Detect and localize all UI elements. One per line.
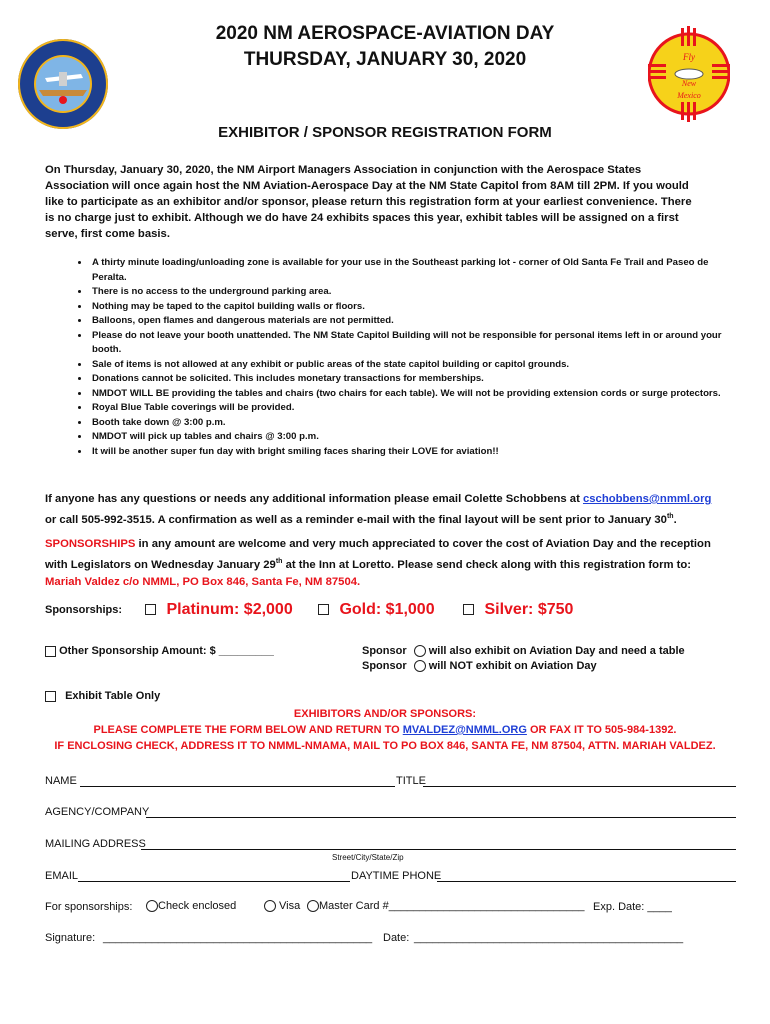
sponsorship-text1: in any amount are welcome and very much appreciated to cover the cost of Aviation Day and the reception with Legislators on Wednesday January 29 <box>45 538 711 571</box>
event-date: THURSDAY, JANUARY 30, 2020 <box>243 49 527 70</box>
mailing-field[interactable] <box>141 849 736 850</box>
contact-paragraph <box>45 491 715 529</box>
agency-field[interactable] <box>146 817 736 818</box>
name-field[interactable] <box>80 786 395 787</box>
form-title: EXHIBITOR / SPONSOR REGISTRATION FORM <box>218 124 552 141</box>
check-label: Check enclosed <box>158 900 237 912</box>
contact-text: If anyone has any questions or needs any additional information please email Colette Schobbens at <box>45 493 583 505</box>
instructions-fax: OR FAX IT TO 505-984-1392. <box>526 724 677 736</box>
check-radio[interactable] <box>146 900 158 912</box>
instructions-return <box>0 724 770 736</box>
title-field[interactable] <box>423 786 736 787</box>
sponsor-word: Sponsor <box>362 645 407 657</box>
intro-paragraph: On Thursday, January 30, 2020, the NM Airport Managers Association in conjunction with the Aerospace States Association will once again host the NM Aviation-Aerospace Day at the NM State Capitol from 8AM till 2PM. If you would like to participate as an exhibitor and/or sponsor, please return this registration form at your earliest convenience. There is no charge just to exhibit. Although we do have 24 exhibits spaces this year, exhibit tables will be assigned on a first serve, first come basis. <box>45 164 692 240</box>
exhibit-no-radio[interactable] <box>414 660 426 672</box>
rule-item: • Nothing may be taped to the capitol building walls or floors. <box>90 300 740 315</box>
name-label: NAME <box>45 775 77 787</box>
event-title: 2020 NM AEROSPACE-AVIATION DAY <box>215 23 555 44</box>
phone-label: DAYTIME PHONE <box>351 870 442 882</box>
nmama-logo <box>17 38 109 130</box>
agency-label: AGENCY/COMPANY <box>45 806 150 818</box>
check-option[interactable] <box>146 900 236 912</box>
sponsorships-label: Sponsorships: <box>45 604 123 616</box>
exp-date-field[interactable]: Exp. Date: ____ <box>593 901 672 913</box>
mailing-label: MAILING ADDRESS <box>45 838 146 850</box>
sponsor-word: Sponsor <box>362 660 407 672</box>
email-label: EMAIL <box>45 870 79 882</box>
rule-item: • There is no access to the underground parking area. <box>90 285 740 300</box>
instructions-check: IF ENCLOSING CHECK, ADDRESS IT TO NMML-NMAMA, MAIL TO PO BOX 846, SANTA FE, NM 87504, ATTN. MARIAH VALDEZ. <box>54 740 716 752</box>
other-amount-checkbox[interactable] <box>45 646 56 657</box>
mailing-hint: Street/City/State/Zip <box>332 853 404 862</box>
mastercard-number-field[interactable]: ________________________________ <box>388 900 585 912</box>
email-field[interactable] <box>78 881 350 882</box>
platinum-option[interactable] <box>145 601 293 619</box>
rule-item: • Sale of items is not allowed at any exhibit or public areas of the state capitol building or capitol grounds. <box>90 358 740 373</box>
table-only-option[interactable] <box>45 690 160 702</box>
exhibit-yes-option[interactable] <box>362 645 685 657</box>
contact-email-link[interactable]: cschobbens@nmml.org <box>582 493 712 505</box>
instructions-heading: EXHIBITORS AND/OR SPONSORS: <box>293 708 477 720</box>
rule-item: • Please do not leave your booth unattended. The NM State Capitol Building will not be responsible for personal items left in or around your booth. <box>90 329 740 358</box>
gold-checkbox[interactable] <box>318 604 329 615</box>
return-email-link[interactable]: MVALDEZ@NMML.ORG <box>402 724 527 736</box>
rule-item: • Booth take down @ 3:00 p.m. <box>90 416 740 431</box>
mastercard-radio[interactable] <box>307 900 319 912</box>
exhibit-yes-label: will also exhibit on Aviation Day and need a table <box>428 645 685 657</box>
rule-item: • NMDOT will pick up tables and chairs @ 3:00 p.m. <box>90 430 740 445</box>
contact-sup: th <box>666 513 674 520</box>
visa-label: Visa <box>279 900 301 912</box>
rules-list <box>48 256 740 459</box>
contact-text-after: or call 505-992-3515. A confirmation as well as a reminder e-mail with the final layout will be sent prior to January 30 <box>45 513 667 526</box>
sponsorship-text2: at the Inn at Loretto. Please send check along with this registration form to: <box>282 558 692 571</box>
sponsorship-paragraph <box>45 536 715 591</box>
zia-mexico-text: Mexico <box>677 91 701 100</box>
mastercard-option[interactable] <box>307 900 584 912</box>
signature-field[interactable]: ____________________________________________ <box>103 932 373 944</box>
rule-item: • Donations cannot be solicited. This includes monetary transactions for memberships. <box>90 372 740 387</box>
table-only-label: Exhibit Table Only <box>65 690 161 702</box>
exhibit-no-option[interactable] <box>362 660 597 672</box>
visa-radio[interactable] <box>264 900 276 912</box>
table-only-checkbox[interactable] <box>45 691 56 702</box>
silver-checkbox[interactable] <box>463 604 474 615</box>
gold-option[interactable] <box>318 601 435 619</box>
rule-item: • NMDOT WILL BE providing the tables and chairs (two chairs for each table). We will not be providing extension cords or surge protectors. <box>90 387 740 402</box>
mailing-address: Mariah Valdez c/o NMML, PO Box 846, Santa Fe, NM 87504. <box>45 575 361 588</box>
mastercard-label: Master Card # <box>319 900 389 912</box>
exhibit-no-label: will NOT exhibit on Aviation Day <box>428 660 597 672</box>
platinum-checkbox[interactable] <box>145 604 156 615</box>
sponsorship-sup: th <box>275 558 283 565</box>
silver-label: Silver: $750 <box>484 601 574 618</box>
rule-item: • It will be another super fun day with bright smiling faces sharing their LOVE for aviation!! <box>90 445 740 460</box>
instructions-text: PLEASE COMPLETE THE FORM BELOW AND RETURN TO <box>93 724 403 736</box>
contact-end: . <box>673 513 677 526</box>
title-label: TITLE <box>396 775 426 787</box>
phone-field[interactable] <box>437 881 736 882</box>
other-amount-label: Other Sponsorship Amount: $ _________ <box>59 645 274 657</box>
rule-item: • Royal Blue Table coverings will be provided. <box>90 401 740 416</box>
platinum-label: Platinum: $2,000 <box>166 601 293 618</box>
zia-logo <box>648 22 730 130</box>
rule-item: • A thirty minute loading/unloading zone is available for your use in the Southeast parking lot - corner of Old Santa Fe Trail and Paseo de Peralta. <box>90 256 740 285</box>
payment-label: For sponsorships: <box>45 901 133 913</box>
zia-fly-text: Fly <box>683 52 695 62</box>
signature-label: Signature: <box>45 932 96 944</box>
exhibit-yes-radio[interactable] <box>414 645 426 657</box>
date-field[interactable]: ____________________________________________ <box>414 932 684 944</box>
date-label: Date: <box>383 932 410 944</box>
sponsorships-lead: SPONSORSHIPS <box>45 538 136 550</box>
gold-label: Gold: $1,000 <box>339 601 435 618</box>
rule-item: • Balloons, open flames and dangerous materials are not permitted. <box>90 314 740 329</box>
zia-new-text: New <box>681 79 697 88</box>
visa-option[interactable] <box>264 900 300 912</box>
silver-option[interactable] <box>463 601 573 619</box>
other-amount-option[interactable] <box>45 645 274 657</box>
